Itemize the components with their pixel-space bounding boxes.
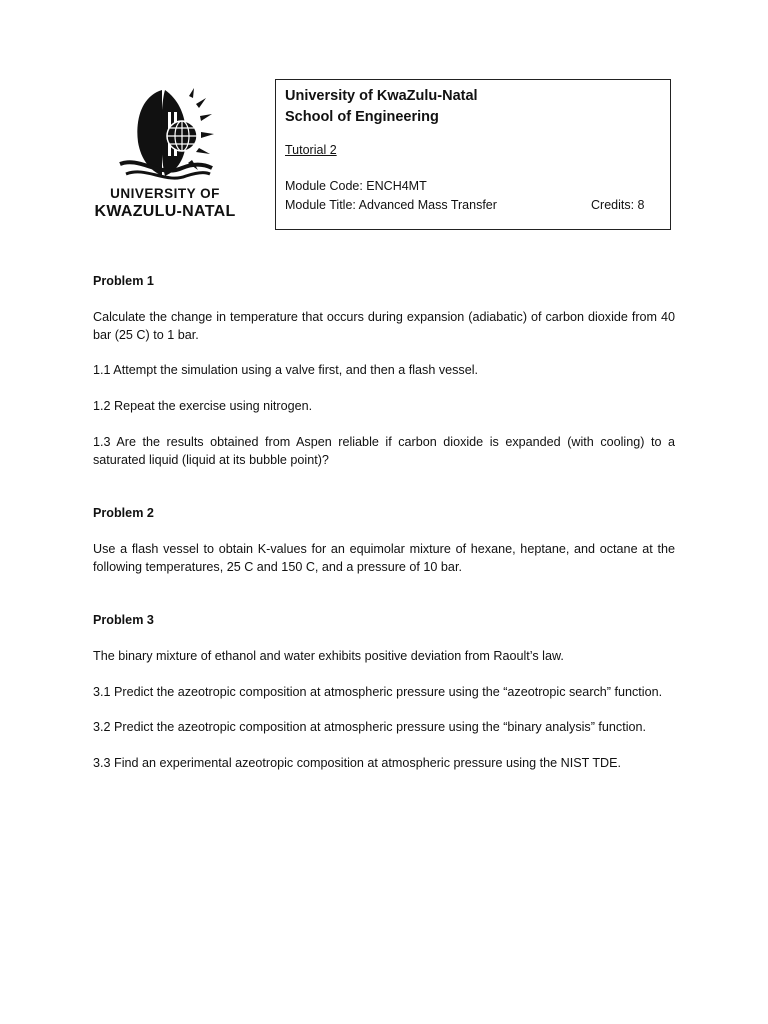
problem-3-intro: The binary mixture of ethanol and water exhibits positive deviation from Raoult’s law. [93, 649, 564, 663]
problem-1-2: 1.2 Repeat the exercise using nitrogen. [93, 399, 313, 413]
problem-3-2: 3.2 Predict the azeotropic composition at atmospheric pressure using the “binary analysis” function. [93, 720, 647, 734]
problem-3-heading: Problem 3 [93, 613, 154, 627]
problem-3-3: 3.3 Find an experimental azeotropic composition at atmospheric pressure using the NIST TDE. [93, 756, 622, 770]
university-logo [90, 84, 240, 224]
problem-2-heading: Problem 2 [93, 506, 154, 520]
problem-1-intro: Calculate the change in temperature that occurs during expansion (adiabatic) of carbon dioxide from 40 bar (25 C) to 1 bar. [93, 310, 675, 342]
logo-text-line2: KWAZULU-NATAL [94, 203, 236, 220]
logo-text-line1: UNIVERSITY OF [110, 186, 220, 201]
problem-1-3: 1.3 Are the results obtained from Aspen reliable if carbon dioxide is expanded (with cooling) to a saturated liquid (liquid at its bubble point)? [93, 435, 675, 467]
shield-sun-icon [90, 84, 240, 184]
university-name: University of KwaZulu-Natal [285, 88, 478, 104]
problem-1-1: 1.1 Attempt the simulation using a valve first, and then a flash vessel. [93, 363, 479, 377]
module-title-row [285, 196, 660, 215]
school-name: School of Engineering [285, 109, 439, 125]
tutorial-content [93, 272, 675, 772]
module-title: Module Title: Advanced Mass Transfer [285, 198, 497, 212]
module-code: Module Code: ENCH4MT [285, 179, 427, 193]
problem-1-heading: Problem 1 [93, 274, 154, 288]
module-header-box [275, 79, 671, 230]
problem-3-1: 3.1 Predict the azeotropic composition at atmospheric pressure using the “azeotropic search” function. [93, 685, 663, 699]
module-credits: Credits: 8 [591, 198, 645, 212]
problem-2-intro: Use a flash vessel to obtain K-values for an equimolar mixture of hexane, heptane, and octane at the following temperatures, 25 C and 150 C, and a pressure of 10 bar. [93, 542, 675, 574]
tutorial-label: Tutorial 2 [285, 143, 337, 157]
